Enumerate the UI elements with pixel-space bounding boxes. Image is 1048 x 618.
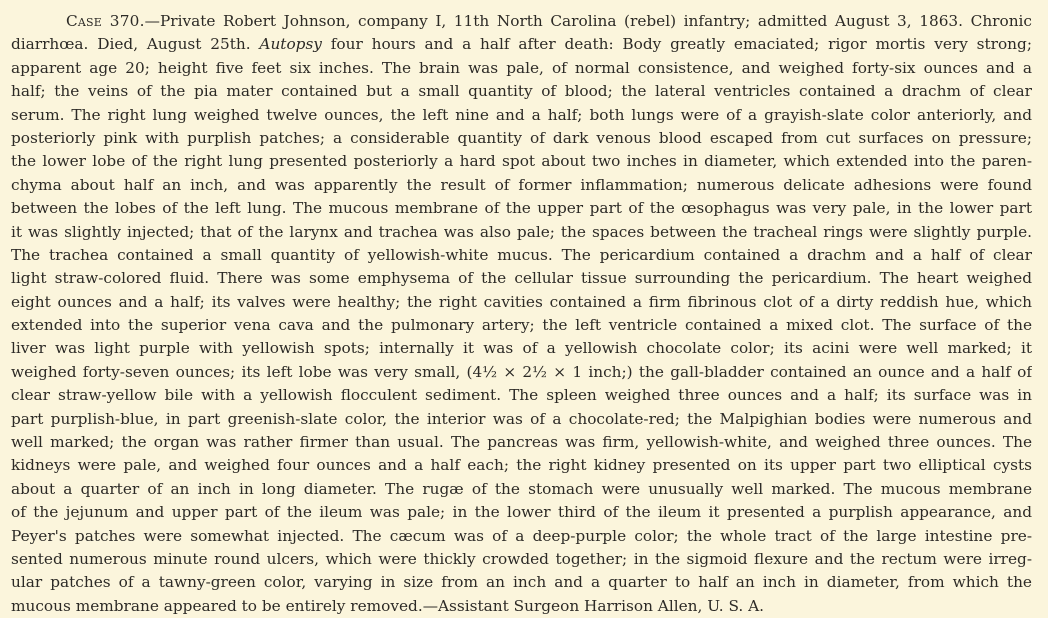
- text-line: light straw-colored fluid. There was some emphysema of the cellular tissue surrounding the pericardium. The heart weighed: [11, 269, 1032, 288]
- text-line: Peyer's patches were somewhat injected. The cæcum was of a deep-purple color; the whole tract of the large intestine pre-: [11, 526, 1032, 545]
- text-line: clear straw-yellow bile with a yellowish flocculent sediment. The spleen weighed three ounces and a half; its surface was in: [11, 386, 1032, 405]
- case-report-paragraph: [11, 10, 1032, 618]
- text-line: [11, 33, 1032, 56]
- text-line: about a quarter of an inch in long diameter. The rugæ of the stomach were unusually well marked. The mucous membrane: [11, 479, 1032, 498]
- text-line-final: mucous membrane appeared to be entirely removed.—Assistant Surgeon Harrison Allen, U. S. A.: [11, 596, 765, 615]
- text-line: ular patches of a tawny-green color, varying in size from an inch and a quarter to half an inch in diameter, from which the: [11, 573, 1032, 592]
- text-line: chyma about half an inch, and was apparently the result of former inflammation; numerous delicate adhesions were found: [11, 175, 1032, 194]
- text-line: kidneys were pale, and weighed four ounces and a half each; the right kidney presented on its upper part two elliptical cysts: [11, 456, 1032, 475]
- text-line: half; the veins of the pia mater contained but a small quantity of blood; the lateral ventricles contained a drachm of clear: [11, 82, 1032, 101]
- text-line: the lower lobe of the right lung presented posteriorly a hard spot about two inches in diameter, which extended into the paren-: [11, 152, 1032, 171]
- text-line: it was slightly injected; that of the larynx and trachea was also pale; the spaces between the tracheal rings were slightly purple.: [11, 222, 1032, 241]
- text-line: of the jejunum and upper part of the ileum was pale; in the lower third of the ileum it presented a purplish appearance, and: [11, 503, 1032, 522]
- text-line: extended into the superior vena cava and the pulmonary artery; the left ventricle contained a mixed clot. The surface of the: [11, 316, 1032, 335]
- text-line: sented numerous minute round ulcers, which were thickly crowded together; in the sigmoid flexure and the rectum were irreg-: [11, 549, 1032, 568]
- text-line-content: diarrhœa. Died, August 25th.: [11, 35, 251, 54]
- text-line-content: four hours and a half after death: Body greatly emaciated; rigor mortis very strong;: [321, 35, 1032, 54]
- autopsy-italic-term: Autopsy: [259, 35, 322, 54]
- text-line: [11, 10, 1032, 33]
- text-line: well marked; the organ was rather firmer than usual. The pancreas was firm, yellowish-white, and weighed three ounces. The: [11, 433, 1032, 452]
- case-number-heading: Case 370.: [66, 12, 145, 30]
- text-line: weighed forty-seven ounces; its left lobe was very small, (4½ × 2½ × 1 inch;) the gall-bladder contained an ounce and a half of: [11, 362, 1032, 381]
- text-line: eight ounces and a half; its valves were healthy; the right cavities contained a firm fibrinous clot of a dirty reddish hue, which: [11, 292, 1032, 311]
- text-line: posteriorly pink with purplish patches; a considerable quantity of dark venous blood escaped from cut surfaces on pressure;: [11, 128, 1032, 147]
- text-line: apparent age 20; height five feet six inches. The brain was pale, of normal consistence, and weighed forty-six ounces and a: [11, 58, 1032, 77]
- text-line: between the lobes of the left lung. The mucous membrane of the upper part of the œsophagus was very pale, in the lower part: [11, 199, 1032, 218]
- text-line: The trachea contained a small quantity of yellowish-white mucus. The pericardium contained a drachm and a half of clear: [11, 245, 1032, 264]
- text-line: serum. The right lung weighed twelve ounces, the left nine and a half; both lungs were of a grayish-slate color anteriorly, and: [11, 105, 1032, 124]
- text-line: liver was light purple with yellowish spots; internally it was of a yellowish chocolate color; its acini were well marked; it: [11, 339, 1032, 358]
- text-line-content: —Private Robert Johnson, company I, 11th North Carolina (rebel) infantry; admitted August 3, 1863. Chronic: [144, 12, 1032, 30]
- text-line: part purplish-blue, in part greenish-slate color, the interior was of a chocolate-red; the Malpighian bodies were numerous and: [11, 409, 1032, 428]
